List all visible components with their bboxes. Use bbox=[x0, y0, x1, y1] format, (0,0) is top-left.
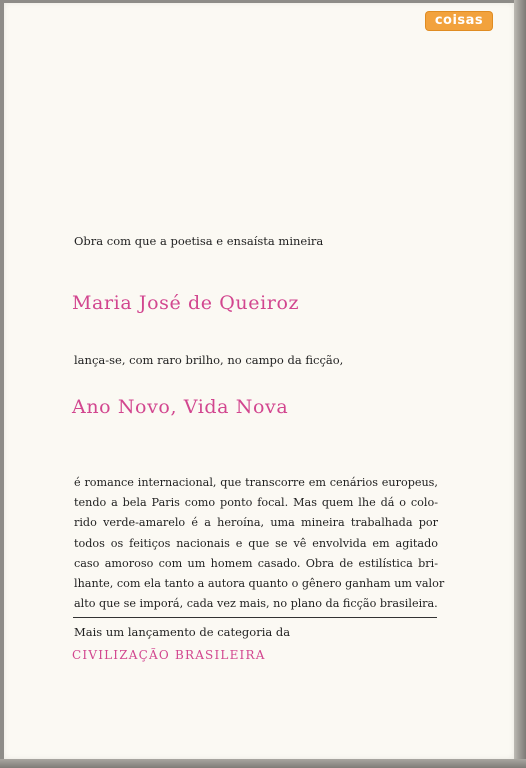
coisas-watermark-badge: coisas bbox=[426, 12, 492, 30]
launch-text: lança-se, com raro brilho, no campo da ficção, bbox=[74, 353, 344, 367]
blurb-line: rido verde-amarelo é a heroína, uma mineira trabalhada por bbox=[74, 516, 438, 530]
cover-bottom-edge bbox=[0, 759, 526, 768]
blurb-line: todos os feitiços nacionais e que se vê envolvida em agitado bbox=[74, 536, 438, 550]
cover-page bbox=[4, 3, 514, 759]
blurb-line: é romance internacional, que transcorre em cenários europeus, bbox=[74, 476, 438, 489]
blurb-line: tendo a bela Paris como ponto focal. Mas quem lhe dá o colo- bbox=[74, 496, 438, 510]
cover-edge bbox=[514, 0, 526, 768]
blurb-line: alto que se imporá, cada vez mais, no plano da ficção brasileira. bbox=[74, 597, 438, 611]
author-name: Maria José de Queiroz bbox=[72, 292, 300, 314]
divider-rule bbox=[73, 617, 437, 618]
blurb-paragraph bbox=[74, 473, 445, 614]
publisher-name: CIVILIZAÇÃO BRASILEIRA bbox=[72, 648, 266, 662]
intro-text: Obra com que a poetisa e ensaísta mineira bbox=[74, 234, 324, 248]
blurb-line: lhante, com ela tanto a autora quanto o gênero ganham um valor bbox=[74, 576, 445, 590]
more-text: Mais um lançamento de categoria da bbox=[74, 625, 291, 639]
blurb-line: caso amoroso com um homem casado. Obra de estilística bri- bbox=[74, 556, 438, 570]
book-title: Ano Novo, Vida Nova bbox=[72, 396, 289, 418]
